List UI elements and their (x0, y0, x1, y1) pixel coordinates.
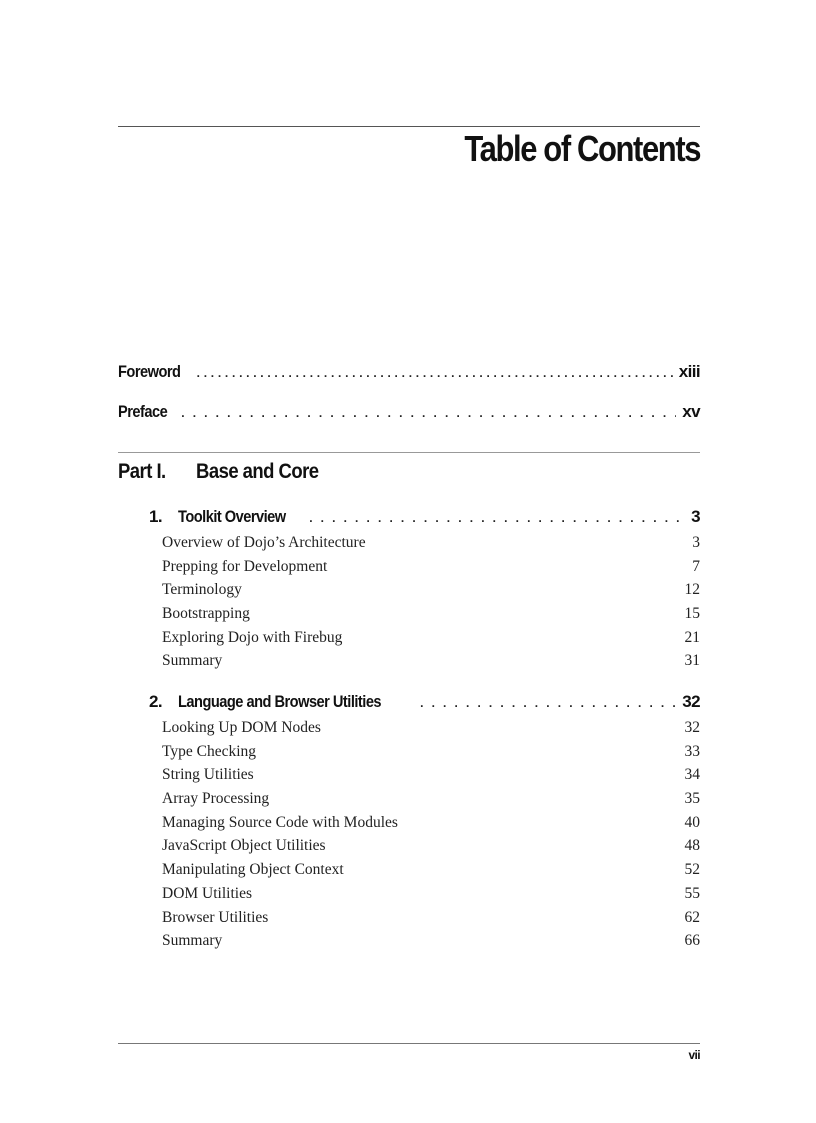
toc-entry-preface[interactable] (118, 402, 700, 422)
chapter-page: 3 (691, 507, 700, 526)
section-entry[interactable] (118, 787, 700, 811)
section-title: Array Processing (162, 790, 270, 808)
section-entry[interactable] (118, 811, 700, 835)
section-page: 21 (684, 628, 700, 646)
section-page: 7 (692, 557, 700, 575)
section-entry[interactable] (118, 834, 700, 858)
section-title: Looking Up DOM Nodes (162, 719, 321, 736)
section-page: 66 (684, 932, 700, 950)
toc-entry-foreword[interactable] (118, 362, 700, 382)
entry-label: Foreword (118, 362, 181, 381)
entry-page: xiii (678, 362, 700, 381)
chapter-heading[interactable] (118, 507, 700, 531)
chapter-page: 32 (682, 692, 700, 711)
section-page: 52 (684, 861, 700, 879)
top-rule (118, 126, 700, 127)
section-entry[interactable] (118, 716, 700, 740)
section-title: DOM Utilities (162, 884, 252, 902)
section-entry[interactable] (118, 929, 700, 953)
section-page: 33 (684, 742, 700, 760)
dot-leader (420, 696, 676, 710)
section-title: Bootstrapping (162, 605, 250, 623)
section-page: 35 (684, 790, 700, 808)
section-title: Overview of Dojo’s Architecture (162, 534, 366, 551)
section-title: Type Checking (162, 742, 257, 760)
page-title: Table of Contents (464, 128, 700, 169)
part-divider (118, 452, 700, 453)
chapter-number: 1. (149, 507, 162, 526)
section-title: Summary (162, 932, 223, 950)
section-page: 12 (684, 581, 700, 599)
part-number: Part I. (118, 460, 166, 483)
section-entry[interactable] (118, 882, 700, 906)
section-page: 62 (684, 908, 700, 926)
section-entry[interactable] (118, 740, 700, 764)
dot-leader (181, 406, 676, 420)
section-entry[interactable] (118, 626, 700, 650)
section-entry[interactable] (118, 858, 700, 882)
dot-leader (309, 511, 685, 525)
section-entry[interactable] (118, 531, 700, 555)
section-title: Managing Source Code with Modules (162, 813, 398, 831)
section-title: Manipulating Object Context (162, 861, 344, 879)
section-page: 55 (684, 884, 700, 902)
section-entry[interactable] (118, 649, 700, 673)
section-title: Terminology (162, 581, 242, 599)
part-heading (118, 460, 335, 484)
chapter-heading[interactable] (118, 692, 700, 716)
section-entry[interactable] (118, 602, 700, 626)
section-page: 40 (684, 813, 700, 831)
page-number: vii (688, 1048, 700, 1062)
chapter-title: Toolkit Overview (178, 507, 286, 526)
section-entry[interactable] (118, 555, 700, 579)
chapter-title: Language and Browser Utilities (178, 692, 382, 711)
part-title: Base and Core (196, 460, 319, 483)
section-title: JavaScript Object Utilities (162, 837, 326, 855)
entry-label: Preface (118, 402, 168, 421)
section-page: 32 (684, 719, 700, 736)
section-page: 15 (684, 605, 700, 623)
section-title: Browser Utilities (162, 908, 269, 926)
section-page: 3 (692, 534, 700, 551)
dot-leader (197, 366, 673, 380)
section-page: 34 (684, 766, 700, 784)
chapter-1 (118, 507, 700, 673)
section-entry[interactable] (118, 906, 700, 930)
bottom-rule (118, 1043, 700, 1044)
section-title: Exploring Dojo with Firebug (162, 628, 343, 646)
section-page: 48 (684, 837, 700, 855)
section-title: String Utilities (162, 766, 254, 784)
chapter-2 (118, 692, 700, 953)
section-page: 31 (684, 652, 700, 670)
section-title: Summary (162, 652, 223, 670)
section-title: Prepping for Development (162, 557, 328, 575)
chapter-number: 2. (149, 692, 162, 711)
entry-page: xv (682, 402, 700, 421)
section-entry[interactable] (118, 763, 700, 787)
section-entry[interactable] (118, 578, 700, 602)
